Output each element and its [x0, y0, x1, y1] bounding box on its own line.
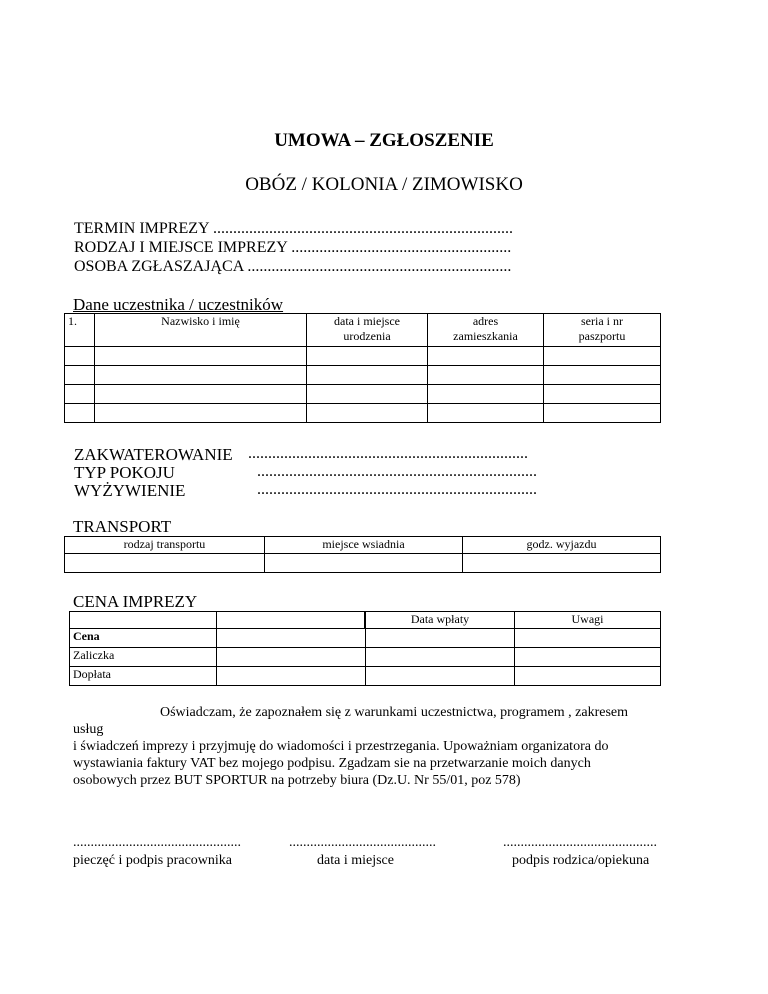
document-subtitle: OBÓZ / KOLONIA / ZIMOWISKO	[245, 174, 523, 195]
table-cell[interactable]	[428, 404, 544, 423]
table-header-cell	[217, 612, 365, 629]
statement-line-5: osobowych przez BUT SPORTUR na potrzeby biura (Dz.U. Nr 55/01, poz 578)	[73, 773, 521, 788]
table-cell[interactable]	[307, 366, 428, 385]
table-row	[70, 648, 661, 667]
table-row	[65, 385, 661, 404]
signature-line-parent: ............................................	[503, 835, 657, 850]
signature-line-employee: ................................................	[73, 835, 241, 850]
table-header-cell	[70, 612, 217, 629]
table-cell[interactable]	[265, 554, 463, 573]
field-label: RODZAJ I MIEJSCE IMPREZY	[74, 239, 288, 256]
table-cell[interactable]	[95, 366, 307, 385]
document-title: UMOWA – ZGŁOSZENIE	[274, 130, 494, 151]
table-row	[65, 347, 661, 366]
price-table	[69, 611, 661, 686]
participants-table	[64, 313, 661, 423]
field-dots: ..................................................................	[247, 258, 512, 275]
price-row-label: Cena	[70, 629, 217, 648]
table-cell[interactable]	[366, 667, 515, 686]
field-dots: ...........................................................................	[212, 220, 513, 237]
participants-heading: Dane uczestnika / uczestników	[73, 295, 284, 314]
table-row	[70, 629, 661, 648]
table-cell[interactable]	[544, 385, 661, 404]
table-header-row	[70, 612, 661, 629]
table-header-cell: Nazwisko i imię	[95, 314, 307, 347]
field-label: OSOBA ZGŁASZAJĄCA	[74, 258, 244, 275]
table-cell[interactable]	[307, 385, 428, 404]
table-cell[interactable]	[65, 366, 95, 385]
event-field-term	[74, 220, 513, 238]
signature-line-date-place: ..........................................	[289, 835, 436, 850]
table-cell[interactable]	[217, 629, 366, 648]
table-row	[65, 404, 661, 423]
table-cell[interactable]	[428, 347, 544, 366]
table-cell[interactable]	[307, 347, 428, 366]
table-row	[65, 554, 661, 573]
table-row	[70, 667, 661, 686]
event-field-applicant	[74, 258, 511, 276]
statement-line-3: i świadczeń imprezy i przyjmuję do wiadomości i przestrzegania. Upoważniam organizatora do	[73, 739, 609, 754]
table-cell[interactable]	[544, 366, 661, 385]
event-field-type-place	[74, 239, 511, 257]
table-header-cell: miejsce wsiadnia	[265, 537, 463, 554]
meals-dots: ......................................................................	[257, 481, 537, 498]
table-cell[interactable]	[217, 667, 366, 686]
table-cell[interactable]	[65, 347, 95, 366]
table-cell[interactable]	[428, 366, 544, 385]
table-cell[interactable]	[515, 629, 661, 648]
table-cell[interactable]	[544, 347, 661, 366]
table-cell[interactable]	[95, 385, 307, 404]
signature-label-date-place: data i miejsce	[317, 853, 394, 868]
table-header-row	[65, 314, 661, 347]
table-cell[interactable]	[544, 404, 661, 423]
signature-label-parent: podpis rodzica/opiekuna	[512, 853, 650, 868]
table-cell[interactable]	[366, 629, 515, 648]
table-row	[65, 366, 661, 385]
table-cell[interactable]	[65, 554, 265, 573]
table-cell[interactable]	[515, 648, 661, 667]
statement-line-2: usług	[73, 722, 104, 737]
meals-label: WYŻYWIENIE	[74, 481, 186, 500]
table-cell[interactable]	[428, 385, 544, 404]
table-header-cell: seria i nr paszportu	[544, 314, 661, 347]
table-header-cell: data i miejsce urodzenia	[307, 314, 428, 347]
accommodation-dots: ......................................................................	[248, 445, 528, 462]
table-header-cell: adres zamieszkania	[428, 314, 544, 347]
table-cell[interactable]	[95, 347, 307, 366]
price-row-label: Zaliczka	[70, 648, 217, 667]
price-heading: CENA IMPREZY	[73, 592, 198, 611]
table-cell[interactable]	[463, 554, 661, 573]
transport-table	[64, 536, 661, 573]
room-type-dots: ......................................................................	[257, 463, 537, 480]
table-header-cell: Uwagi	[515, 612, 661, 629]
field-label: TERMIN IMPREZY	[74, 220, 209, 237]
transport-heading: TRANSPORT	[73, 517, 172, 536]
table-cell[interactable]	[307, 404, 428, 423]
table-header-cell: godz. wyjazdu	[463, 537, 661, 554]
table-cell[interactable]	[65, 385, 95, 404]
table-cell[interactable]	[217, 648, 366, 667]
table-cell[interactable]	[515, 667, 661, 686]
statement-line-4: wystawiania faktury VAT bez mojego podpisu. Zgadzam sie na przetwarzanie moich danych	[73, 756, 591, 771]
signature-label-employee: pieczęć i podpis pracownika	[73, 853, 232, 868]
table-cell[interactable]	[95, 404, 307, 423]
statement-line-1: Oświadczam, że zapoznałem się z warunkami uczestnictwa, programem , zakresem	[160, 705, 629, 720]
table-header-cell: Data wpłaty	[366, 612, 515, 629]
accommodation-label: ZAKWATEROWANIE	[74, 445, 233, 464]
table-header-cell: 1.	[65, 314, 95, 347]
price-row-label: Dopłata	[70, 667, 217, 686]
field-dots: .......................................................	[291, 239, 512, 256]
table-cell[interactable]	[65, 404, 95, 423]
room-type-label: TYP POKOJU	[74, 463, 175, 482]
table-header-cell: rodzaj transportu	[65, 537, 265, 554]
table-cell[interactable]	[366, 648, 515, 667]
table-header-row	[65, 537, 661, 554]
